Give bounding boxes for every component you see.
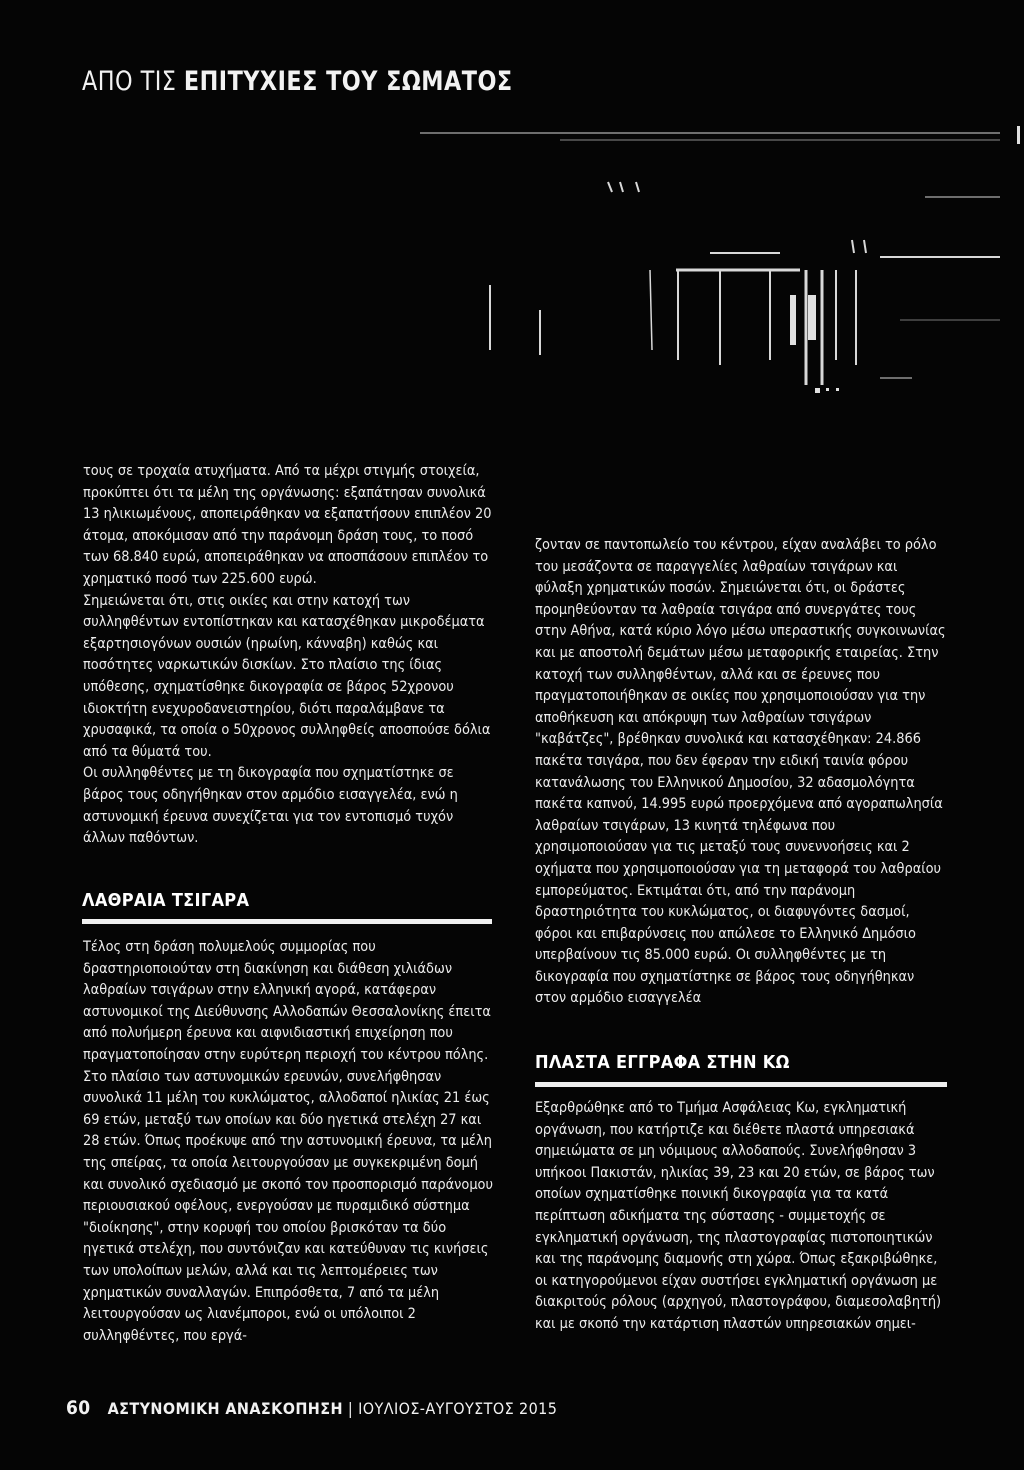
section-divider-left [82,919,492,924]
left-column [83,461,493,850]
header-prefix: ΑΠΟ ΤΙΣ [82,66,177,97]
intro-paragraph: τους σε τροχαία ατυχήματα. Από τα μέχρι στιγμής στοιχεία, προκύπτει ότι τα μέλη της οργάνωσης: εξαπάτησαν συνολικά 13 ηλικιωμένους, αποπειράθηκαν να εξαπατήσουν επιπλέον 20 άτομα, αποκόμισαν από την παράνομη δράση τους, το ποσό των 68.840 ευρώ, αποπειράθηκαν να αποσπάσουν επιπλέον το χρηματικό ποσό των 225.600 ευρώ. [83,463,492,587]
continuation-paragraph: ζονταν σε παντοπωλείο του κέντρου, είχαν αναλάβει το ρόλο του μεσάζοντα σε παραγγελίες λαθραίων τσιγάρων και φύλαξη χρηματικών ποσών. Σημειώνεται ότι, οι δράστες προμηθεύονταν τα λαθραία τσιγάρα από συνεργάτες τους στην Αθήνα, κατά κύριο λόγο μέσω υπεραστικής συγκοινωνίας και με αποστολή δεμάτων μέσω μεταφορικής εταιρείας. Στην κατοχή των συλληφθέντων, αλλά και σε έρευνες που πραγματοποιήθηκαν σε οικίες που χρησιμοποιούσαν για την αποθήκευση και απόκρυψη των λαθραίων τσιγάρων "καβάτζες", βρέθηκαν συνολικά και κατασχέθηκαν: 24.866 πακέτα τσιγάρα, που δεν έφεραν την ειδική ταινία φόρου κατανάλωσης του Ελληνικού Δημοσίου, 32 αδασμολόγητα πακέτα καπνού, 14.995 ευρώ προερχόμενα από αγοραπωλησία λαθραίων τσιγάρων, 13 κινητά τηλέφωνα που χρησιμοποιούσαν για τις μεταξύ τους συνεννοήσεις και 2 οχήματα που χρησιμοποιούσαν για τη μεταφορά του λαθραίου εμπορεύματος. Εκτιμάται ότι, από την παράνομη δραστηριότητα του κυκλώματος, οι διαφυγόντες δασμοί, φόροι και επιβαρύνσεις που απώλεσε το Ελληνικό Δημόσιο υπερβαίνουν τις 85.000 ευρώ. Οι συλληφθέντες με τη δικογραφία που σχηματίστηκε σε βάρος τους οδηγήθηκαν στον αρμόδιο εισαγγελέα [535,537,946,1007]
cigarettes-article [83,937,493,1347]
article-photo [0,120,1024,480]
cigarettes-paragraph: Τέλος στη δράση πολυμελούς συμμορίας που δραστηριοποιούταν στη διακίνηση και διάθεση χιλιάδων λαθραίων τσιγάρων στην ελληνική αγορά, κατάφεραν αστυνομικοί της Διεύθυνσης Αλλοδαπών Θεσσαλονίκης έπειτα από πολυήμερη έρευνα και αιφνιδιαστική επιχείρηση που πραγματοποίησαν στην ευρύτερη περιοχή του κέντρου πόλης. Στο πλαίσιο των αστυνομικών ερευνών, συνελήφθησαν συνολικά 11 μέλη του κυκλώματος, αλλοδαποί ηλικίας 21 έως 69 ετών, μεταξύ των οποίων και δύο ηγετικά στελέχη 27 και 28 ετών. Όπως προέκυψε από την αστυνομική έρευνα, τα μέλη της σπείρας, τα οποία λειτουργούσαν με συγκεκριμένη δομή και συνολικό σχεδιασμό με σκοπό τον προσπορισμό παράνομου περιουσιακού οφέλους, ενεργούσαν με πυραμιδικό σύστημα "διοίκησης", στην κορυφή του οποίου βρισκόταν τα δύο ηγετικά στελέχη, που συντόνιζαν και κατεύθυναν τις κινήσεις των υπολοίπων μελών, αλλά και τις λεπτομέρειες των χρηματικών συναλλαγών. Επιπρόσθετα, 7 από τα μέλη λειτουργούσαν ως λιανέμποροι, ενώ οι υπόλοιποι 2 συλληφθέντες, που εργά- [83,939,493,1344]
page-number: 60 [66,1397,91,1419]
section-title-cigarettes: ΛΑΘΡΑΙΑ ΤΣΙΓΑΡΑ [82,890,250,911]
header-title: ΕΠΙΤΥΧΙΕΣ ΤΟΥ ΣΩΜΑΤΟΣ [183,66,513,97]
right-column [535,535,947,1010]
kos-paragraph: Εξαρθρώθηκε από το Τμήμα Ασφάλειας Κω, εγκληματική οργάνωση, που κατήρτιζε και διέθετε πλαστά υπηρεσιακά σημειώματα σε μη νόμιμους αλλοδαπούς. Συνελήφθησαν 3 υπήκοοι Πακιστάν, ηλικίας 39, 23 και 20 ετών, σε βάρος των οποίων σχηματίσθηκε ποινική δικογραφία για τα κατά περίπτωση αδικήματα της σύστασης - συμμετοχής σε εγκληματική οργάνωση, της πλαστογραφίας πιστοποιητικών και της παράνομης διαμονής στη χώρα. Όπως εξακριβώθηκε, οι κατηγορούμενοι είχαν συστήσει εγκληματική οργάνωση με διακριτούς ρόλους (αρχηγού, πλαστογράφου, διαμεσολαβητή) και με σκοπό την κατάρτιση πλαστών υπηρεσιακών σημει- [535,1100,942,1332]
page-footer [66,1397,557,1419]
photo-lines [0,120,1024,480]
issue-date: ΙΟΥΛΙΟΣ-ΑΥΓΟΥΣΤΟΣ 2015 [358,1399,558,1418]
magazine-name: ΑΣΤΥΝΟΜΙΚΗ ΑΝΑΣΚΟΠΗΣΗ [107,1399,343,1418]
section-header [82,66,513,97]
footer-separator: | [347,1399,354,1418]
second-paragraph: Σημειώνεται ότι, στις οικίες και στην κατοχή των συλληφθέντων εντοπίστηκαν και κατασχέθηκαν μικροδέματα εξαρτησιογόνων ουσιών (ηρωίνη, κάνναβη) καθώς και ποσότητες ναρκωτικών δισκίων. Στο πλαίσιο της ίδιας υπόθεσης, σχηματίσθηκε δικογραφία σε βάρος 52χρονου ιδιοκτήτη ενεχυροδανειστηρίου, διότι παραλάμβανε τα χρυσαφικά, τα οποία ο 50χρονος συλληφθείς αποσπούσε δόλια από τα θύματά του. [83,592,491,760]
section-divider-right [535,1082,947,1087]
kos-article [535,1098,947,1336]
section-title-kos: ΠΛΑΣΤΑ ΕΓΓΡΑΦΑ ΣΤΗΝ ΚΩ [535,1052,790,1073]
third-paragraph: Οι συλληφθέντες με τη δικογραφία που σχηματίστηκε σε βάρος τους οδηγήθηκαν στον αρμόδιο εισαγγελέα, ενώ η αστυνομική έρευνα συνεχίζεται για τον εντοπισμό τυχόν άλλων παθόντων. [83,765,458,847]
